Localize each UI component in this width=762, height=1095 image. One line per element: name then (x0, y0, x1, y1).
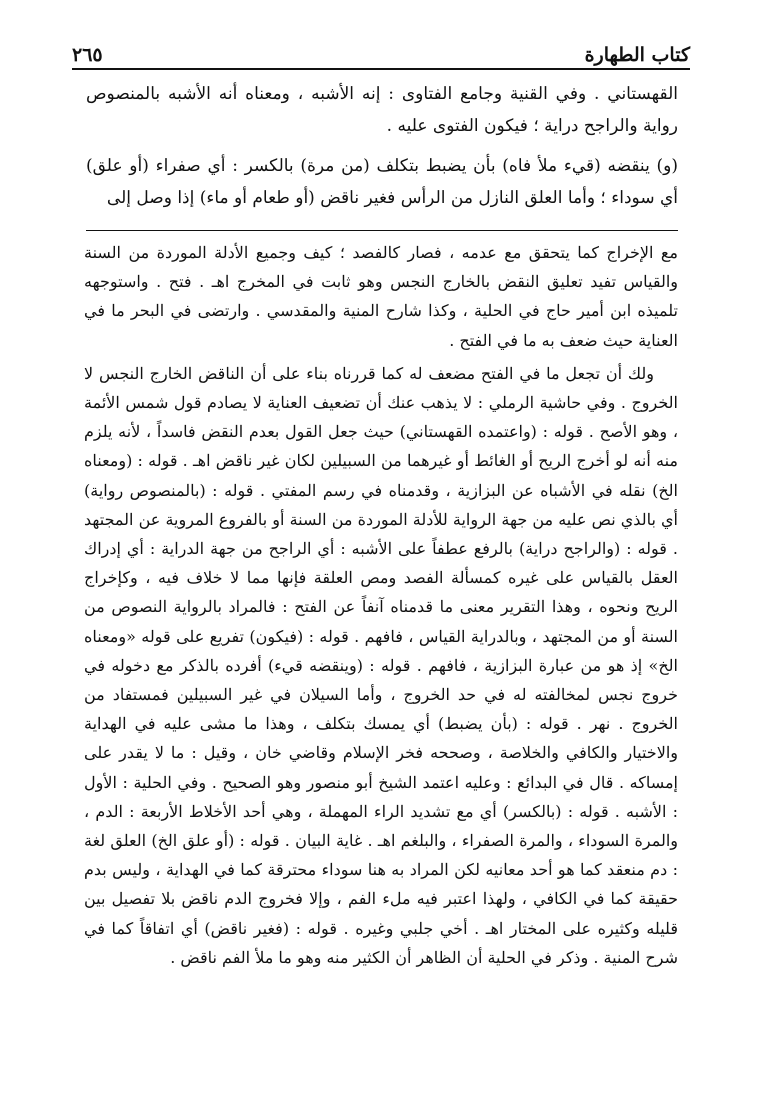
commentary-paragraph: ولك أن تجعل ما في الفتح مضعف له كما قررناه بناء على أن الناقض الخارج النجس لا الخروج . وفي حاشية الرملي : لا يذهب عنك أن تضعيف العناية لا يصادم قول شمس الأئمة ، وهو الأصح . قوله : (واعتمده القهستاني) حيث جعل القول بعدم النقض فاسداً ، لأنه يلزم منه أنه لو أخرج الريح أو الغائط أو غيرهما من السبيلين لكان غير ناقض اهـ . قوله : (ومعناه الخ) نقله في الأشباه عن البزازية ، وقدمناه في رسم المفتي . قوله : (بالمنصوص رواية) أي بالذي نص عليه من جهة الرواية للأدلة الموردة من السنة أو بالفروع المروية عن المجتهد . قوله : (والراجح دراية) بالرفع عطفاً على الأشبه : أي الراجح من جهة الدراية : أي إدراك العقل بالقياس على غيره كمسألة الفصد ومص العلقة فإنها مما لا خلاف فيه ، وكإخراج الريح ونحوه ، وهذا التقرير معنى ما قدمناه آنفاً عن الفتح : فالمراد بالرواية النصوص من السنة أو من المجتهد ، وبالدراية القياس ، فافهم . قوله : (فيكون) تفريع على قوله «ومعناه الخ» إذ هو من عبارة البزازية ، فافهم . قوله : (وينقضه قيء) أفرده بالذكر مع دخوله في خروج نجس لمخالفته له في حد الخروج ، وأما السيلان في غير السبيلين فمستفاد من الخروج . نهر . قوله : (بأن يضبط) أي يمسك بتكلف ، وهذا ما مشى عليه في الهداية والاختيار والكافي والخلاصة ، وصححه فخر الإسلام وقاضي خان ، وقيل : ما لا يقدر على إمساكه . قال في البدائع : وعليه اعتمد الشيخ أبو منصور وهو الصحيح . وفي الحلية : الأول : الأشبه . قوله : (بالكسر) أي مع تشديد الراء المهملة ، وهي أحد الأخلاط الأربعة : الدم ، والمرة السوداء ، والمرة الصفراء ، والبلغم اهـ . غاية البيان . قوله : (أو علق الخ) العلق لغة : دم منعقد كما هو أحد معانيه لكن المراد به هنا سوداء محترقة كما في الهداية ، وليس بدم حقيقة كما في الكافي ، ولهذا اعتبر فيه ملء الفم ، وإلا فخروج الدم ناقض بلا تفصيل بين قليله وكثيره على المختار اهـ . أخي جلبي وغيره . قوله : (فغير ناقض) أي اتفاقاً كما في شرح المنية . وذكر في الحلية أن الظاهر أن الكثير منه وهو ما ملأ الفم ناقض . (84, 363, 679, 967)
main-text (86, 78, 678, 214)
running-header (72, 36, 690, 66)
commentary-paragraph: مع الإخراج كما يتحقق مع عدمه ، فصار كالفصد ؛ كيف وجميع الأدلة الموردة من السنة والقياس تفيد تعليق النقض بالخارج النجس وهو ثابت في المخرج اهـ . فتح . واستوجهه تلميذه ابن أمير حاج في الحلية ، وكذا شارح المنية والمقدسي . وارتضى في البحر ما في العناية حيث ضعف به ما في الفتح . (84, 243, 679, 350)
main-paragraph: (و) ينقضه (قيء ملأ فاه) بأن يضبط بتكلف (من مرة) بالكسر : أي صفراء (أو علق) أي سوداء ؛ وأما العلق النازل من الرأس فغير ناقض (أو طعام أو ماء) إذا وصل إلى (86, 156, 678, 208)
main-paragraph: القهستاني . وفي القنية وجامع الفتاوى : إنه الأشبه ، ومعناه أنه الأشبه بالمنصوص رواية والراجح دراية ؛ فيكون الفتوى عليه . (86, 84, 678, 136)
page-number: ٢٦٥ (72, 44, 103, 66)
commentary-text (84, 238, 678, 972)
header-divider (72, 68, 690, 70)
chapter-title: كتاب الطهارة (584, 44, 690, 66)
commentary-divider (86, 230, 678, 231)
